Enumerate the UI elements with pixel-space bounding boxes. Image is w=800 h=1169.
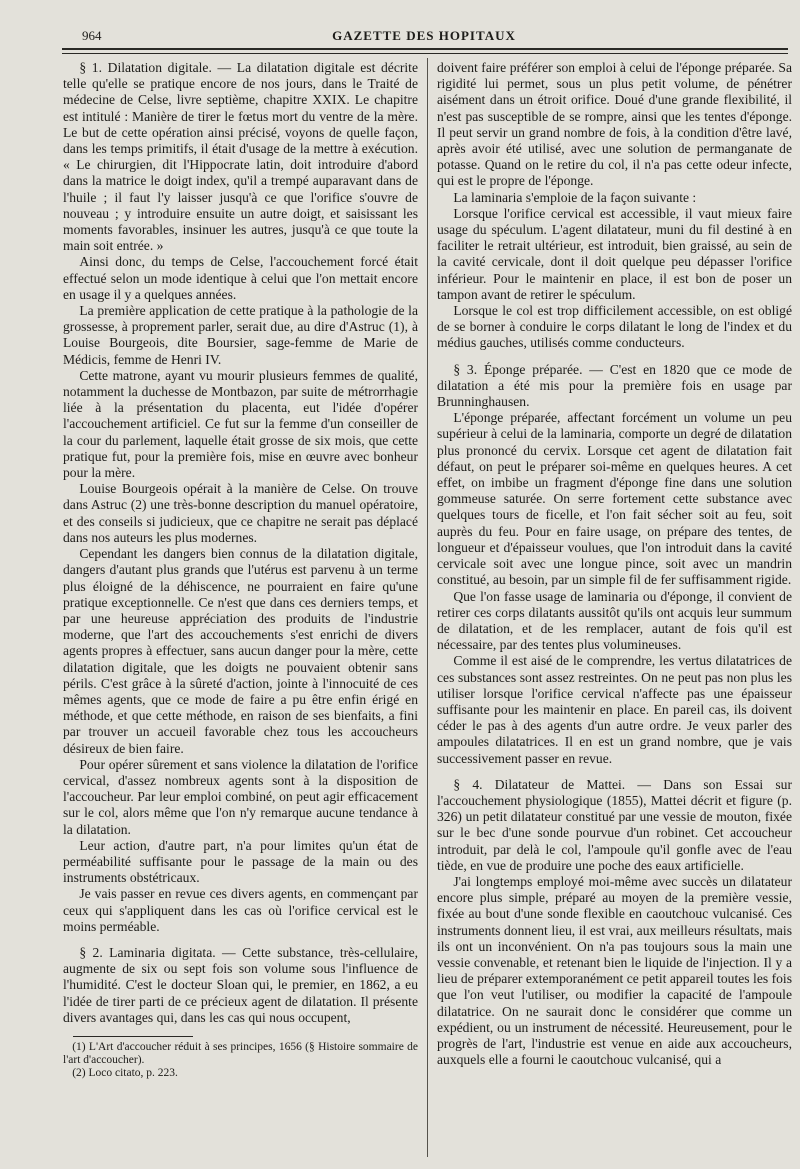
paragraph: Comme il est aisé de le comprendre, les vertus dilatatrices de ces substances sont assez restreintes. On ne peut pas non plus les utiliser lorsque l'orifice cervical n'affecte pas une épaisseur suffisante pour les maintenir en place. En pareil cas, ils doivent céder le pas à des agents d'un autre ordre. Je veux parler des ampoules dilatatrices. Il en est un grand nombre, que je vais successivement passer en revue. (437, 653, 792, 766)
running-title: GAZETTE DES HOPITAUX (332, 28, 516, 43)
paragraph: Que l'on fasse usage de laminaria ou d'éponge, il convient de retirer ces corps dilatants aussitôt qu'ils ont acquis leur summum de dilatation, et de les remplacer, autant de fois qu'il est nécessaire, par des tentes plus volumineuses. (437, 588, 792, 653)
page-number: 964 (82, 28, 102, 43)
paragraph: Louise Bourgeois opérait à la manière de Celse. On trouve dans Astruc (2) une très-bonne description du manuel opératoire, et des conseils si judicieux, que ce chapitre ne serait pas déplacé dans nos auteurs les plus modernes. (63, 481, 418, 545)
header-rule-thick (62, 48, 788, 50)
paragraph: doivent faire préférer son emploi à celui de l'éponge préparée. Sa rigidité lui permet, sous un plus petit volume, de pénétrer aisément dans un étroit orifice. Doué d'une grande flexibilité, il n'est pas susceptible de se rompre, ainsi que les tentes d'éponge. Il peut servir un grand nombre de fois, à la condition d'être lavé, après avoir été utilisé, avec une solution de permanganate de potasse. Quand on le retire du col, il n'a pas cette odeur infecte, qui est le propre de l'éponge. (437, 60, 792, 189)
paragraph: Pour opérer sûrement et sans violence la dilatation de l'orifice cervical, d'assez nombreux agents sont à la disposition de l'accoucheur. Par leur emploi combiné, on peut agir efficacement sur le col, alors même que l'on n'y remarque aucune tendance à la dilatation. (63, 756, 418, 837)
header-rule-thin (62, 53, 788, 54)
footnote: (1) L'Art d'accoucher réduit à ses principes, 1656 (§ Histoire sommaire de l'art d'accoucher). (63, 1040, 418, 1066)
paragraph: J'ai longtemps employé moi-même avec succès un dilatateur encore plus simple, préparé au moyen de la première vessie, fixée au bout d'une sonde flexible en caoutchouc vulcanisé. Ces instruments donnent lieu, il est vrai, aux meilleurs résultats, mais ils ont un inconvénient. On n'a pas toujours sous la main une vessie convenable, et retenant bien le liquide de l'injection. Il y a lieu de préparer extemporanément ce petit appareil toutes les fois que l'on veut l'utiliser, ou modifier la capacité de l'ampoule dilatatrice. On ne saurait donc le considérer que comme un expédient, ou un instrument de nécessité. Heureusement, pour le progrès de l'art, l'industrie est venue en aide aux accoucheurs, auxquels elle a fourni le caoutchouc vulcanisé, qui a (437, 873, 792, 1068)
paragraph: Cette matrone, ayant vu mourir plusieurs femmes de qualité, notamment la duchesse de Montbazon, par suite de métrorrhagie liée à la présentation du placenta, eut l'idée d'opérer l'accouchement artificiel. Ce fut sur la femme d'un conseiller de la cour du parlement, laquelle était grosse de six mois, que cette pratique fut, pour la première fois, mise en œuvre avec bonheur pour la mère. (63, 367, 418, 481)
paragraph: § 1. Dilatation digitale. — La dilatation digitale est décrite telle qu'elle se pratique encore de nos jours, dans le Traité de médecine de Celse, livre septième, chapitre XXIX. Le chapitre est intitulé : Manière de tirer le fœtus mort du ventre de la mère. Le but de cette opération ainsi précisé, voyons de quelle façon, dans les temps primitifs, il était d'usage de la mettre à exécution. « Le chirurgien, dit l'Hippocrate latin, doit introduire d'abord dans la matrice le doigt index, qu'il a trempé auparavant dans de l'huile ; il faut l'y laisser jusqu'à ce que l'orifice s'ouvre de nouveau ; y introduire ensuite un autre doigt, et saisissant les moments favorables, insinuer les autres, jusqu'à ce que toute la main soit entrée. » (63, 60, 418, 254)
paragraph: Cependant les dangers bien connus de la dilatation digitale, dangers d'autant plus grands que l'utérus est parvenu à un terme plus éloigné de la déhiscence, ne pourraient en faire qu'une pratique exceptionnelle. Ce n'est que dans ces derniers temps, et par une heureuse appréciation des produits de l'industrie moderne, que l'art des accouchements s'est enrichi de divers agents propres à effectuer, sans aucun danger pour la mère, cette dilatation digitale, que les doigts ne pouvaient obtenir sans périls. C'est grâce à la sûreté d'action, jointe à l'innocuité de ces mêmes agents, que ce mode de faire a pu être enfin érigé en méthode, et que cette méthode, en raison de ses bienfaits, a fini par trouver un accueil favorable chez tous les accoucheurs désireux de bien faire. (63, 546, 418, 756)
paragraph: Je vais passer en revue ces divers agents, en commençant par ceux qui s'appliquent dans les cas où l'orifice cervical est le moins perméable. (63, 886, 418, 934)
left-column (63, 60, 418, 1080)
section-paragraph: § 3. Éponge préparée. — C'est en 1820 que ce mode de dilatation a été mis pour la première fois en usage par Brunninghausen. (437, 361, 792, 410)
paragraph: Lorsque l'orifice cervical est accessible, il vaut mieux faire usage du spéculum. L'agent dilatateur, muni du fil destiné à en faciliter le retrait ultérieur, est introduit, bien graissé, au sein de la cavité cervicale, dont il doit quelque peu dépasser l'orifice inférieur. Pour le maintenir en place, il est bon de poser un tampon avant de retirer le spéculum. (437, 205, 792, 302)
paragraph: Leur action, d'autre part, n'a pour limites qu'un état de perméabilité suffisante pour le passage de la main ou des instruments obstétricaux. (63, 837, 418, 886)
paragraph: L'éponge préparée, affectant forcément un volume un peu supérieur à celui de la laminaria, comporte un degré de dilatation plus prononcé du cervix. Lorsque cet agent de dilatation fait défaut, on peut le préparer soi-même en quelques heures. A cet effet, on imbibe un fragment d'éponge fine dans une solution gommeuse saturée. On serre fortement cette substance avec quelques tours de ficelle, et l'on fait sécher soit au feu, soit auprès du feu. Pour en faire usage, on prépare des tentes, de longueur et d'épaisseur voulues, que l'on introduit dans la cavité cervicale soit avec une longue pince, soit avec un mandrin constitué, au besoin, par un simple fil de fer suffisamment rigide. (437, 410, 792, 588)
section-paragraph: § 4. Dilatateur de Mattei. — Dans son Essai sur l'accouchement physiologique (1855), Mattei décrit et figure (p. 326) un petit dilatateur constitué par une vessie de mouton, fixée sur le bec d'une sonde pourvue d'un robinet. Cet accoucheur introduit, par delà le col, l'ampoule qu'il gonfle avec de l'eau tiède, en vue de produire une poche des eaux artificielle. (437, 776, 792, 873)
paragraph: La laminaria s'emploie de la façon suivante : (453, 189, 697, 205)
column-divider (427, 58, 428, 1157)
footnote-rule (73, 1036, 193, 1037)
page-header (60, 24, 788, 46)
right-column (437, 60, 792, 1068)
section-paragraph: § 2. Laminaria digitata. — Cette substance, très-cellulaire, augmente de six ou sept fois son volume sous l'influence de l'humidité. C'est le docteur Sloan qui, le premier, en 1862, a eu l'idée de tirer parti de ce précieux agent de dilatation. Il présente divers avantages qui, dans les cas qui nous occupent, (63, 944, 418, 1025)
paragraph: Lorsque le col est trop difficilement accessible, on est obligé de se borner à conduire le corps dilatant le long de l'index et du médius gauches, utilisés comme conducteurs. (437, 303, 792, 351)
footnote: (2) Loco citato, p. 223. (72, 1066, 178, 1079)
paragraph: La première application de cette pratique à la pathologie de la grossesse, à proprement parler, serait due, au dire d'Astruc (1), à Louise Bourgeois, dite Boursier, sage-femme de Marie de Médicis, femme de Henri IV. (63, 303, 418, 367)
paragraph: Ainsi donc, du temps de Celse, l'accouchement forcé était effectué selon un mode identique à celui que l'on mettait encore en usage il y a quelques années. (63, 254, 418, 302)
